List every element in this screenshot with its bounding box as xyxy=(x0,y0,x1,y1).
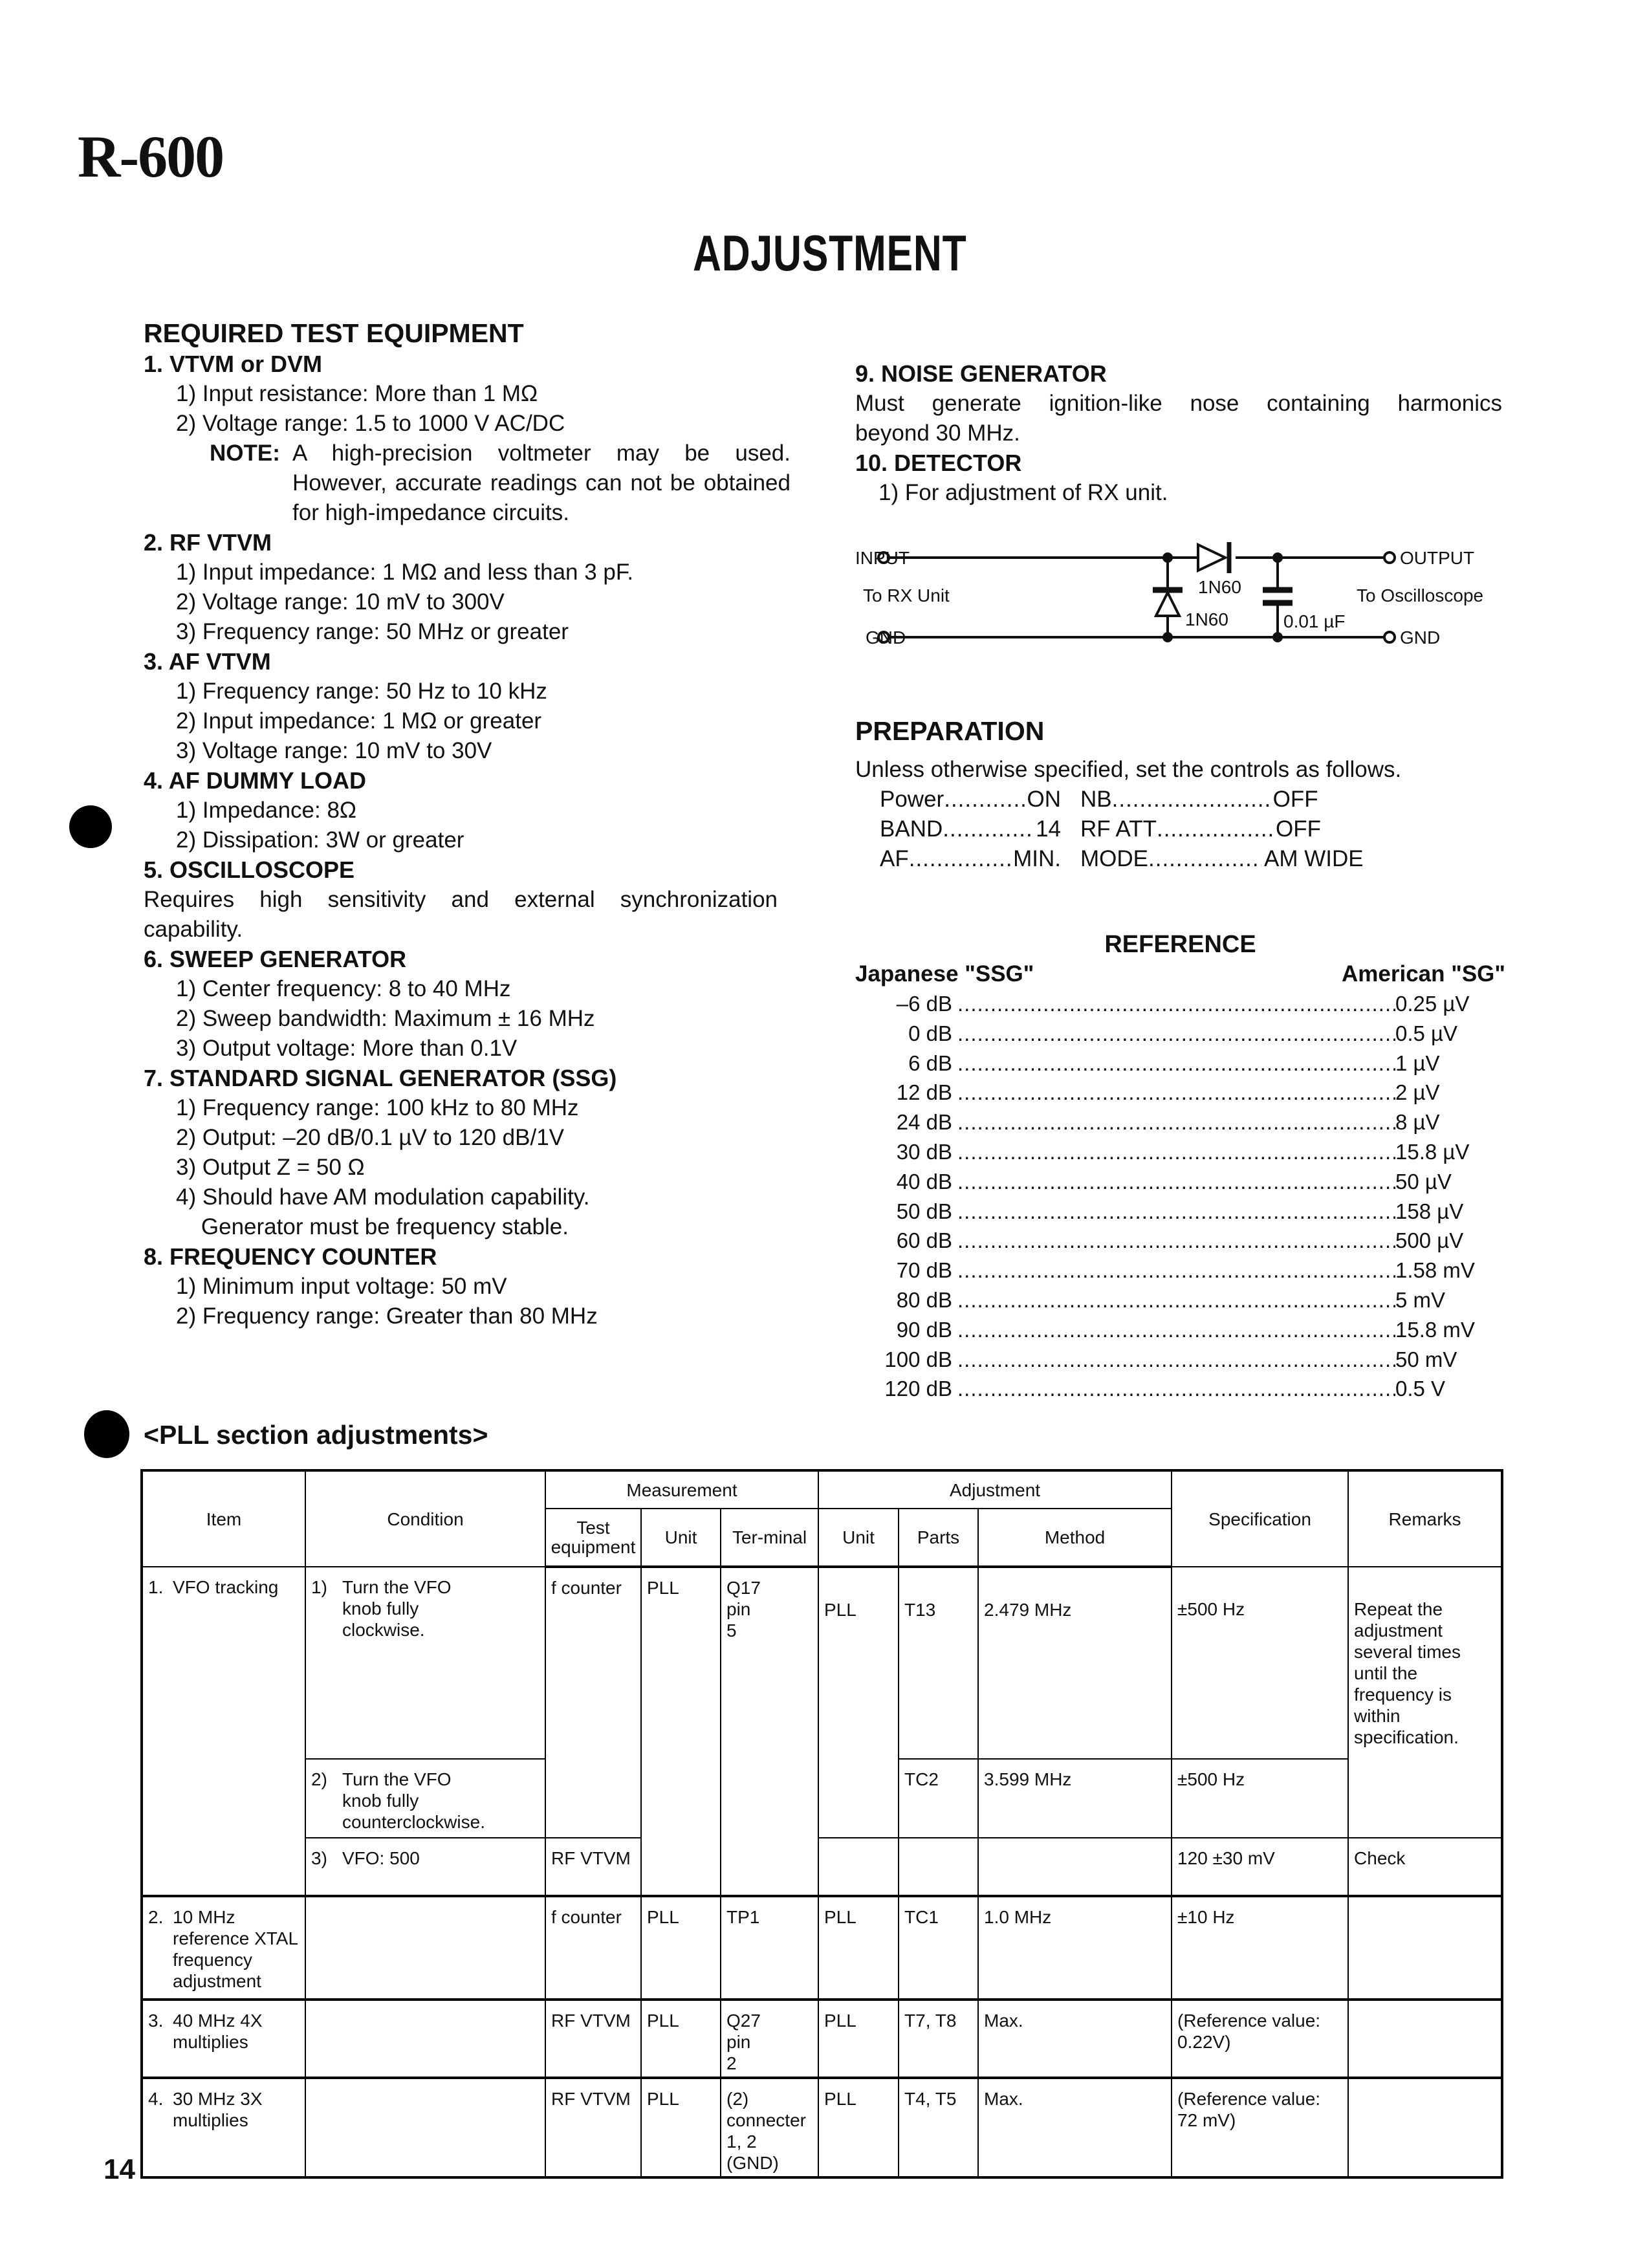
equipment-title: 9. NOISE GENERATOR xyxy=(855,360,1107,387)
header-adjustment-unit: Unit xyxy=(818,1509,899,1567)
spec-line: 3) Output Z = 50 Ω xyxy=(176,1155,365,1180)
reference-american-value: 0.5 µV xyxy=(1395,1021,1458,1045)
spec-line: 1) Minimum input voltage: 50 mV xyxy=(176,1274,507,1299)
cell-measurement-unit: PLL xyxy=(641,2000,721,2078)
control-setting: MODE ..... AM WIDE xyxy=(1080,844,1384,874)
detector-circuit-diagram xyxy=(855,530,1528,653)
cell-method: 2.479 MHz xyxy=(978,1567,1172,1759)
cell-specification: 120 ±30 mV xyxy=(1172,1838,1348,1896)
leader-dots xyxy=(952,1315,1395,1345)
spec-line: 3) Output voltage: More than 0.1V xyxy=(176,1036,518,1061)
leader-dots xyxy=(952,1197,1395,1227)
leader-dots xyxy=(952,1137,1395,1167)
pll-section-title: <PLL section adjustments> xyxy=(144,1420,488,1450)
reference-heading: REFERENCE xyxy=(1104,931,1256,958)
header-condition: Condition xyxy=(305,1470,545,1567)
cell-parts: TC2 xyxy=(899,1759,978,1838)
cell-parts: TC1 xyxy=(899,1896,978,2000)
circuit-label-to-rx: To RX Unit xyxy=(863,585,950,605)
equipment-af-vtvm xyxy=(144,647,803,766)
reference-american-value: 2 µV xyxy=(1395,1080,1440,1105)
cell-measurement-unit: PLL xyxy=(641,2078,721,2177)
reference-american-value: 50 mV xyxy=(1395,1347,1457,1371)
circuit-label-shunt-diode: 1N60 xyxy=(1185,609,1228,629)
equipment-title: 8. FREQUENCY COUNTER xyxy=(144,1243,437,1270)
control-setting: AF ..... MIN. xyxy=(880,844,1061,874)
cell-test-equipment: f counter xyxy=(545,1896,641,2000)
header-adjustment: Adjustment xyxy=(818,1470,1172,1509)
table-row xyxy=(142,1838,1502,1896)
reference-american-value: 50 µV xyxy=(1395,1169,1452,1194)
leader-dots xyxy=(952,1167,1395,1197)
cell-test-equipment: RF VTVM xyxy=(545,2000,641,2078)
spec-line: 1) Input impedance: 1 MΩ and less than 3 pF. xyxy=(176,560,634,585)
cell-method: Max. xyxy=(978,2000,1172,2078)
cell-item: 2. 10 MHz reference XTAL frequency adjustment xyxy=(142,1896,305,2000)
circuit-label-series-diode: 1N60 xyxy=(1198,577,1241,597)
page-number: 14 xyxy=(104,2154,135,2185)
leader-dots xyxy=(952,1374,1395,1404)
page-title: ADJUSTMENT xyxy=(693,224,967,281)
cell-condition xyxy=(305,2078,545,2177)
circuit-label-gnd-right: GND xyxy=(1400,627,1441,648)
reference-row xyxy=(855,989,1505,1019)
cell-test-equipment: f counter xyxy=(545,1567,641,1838)
cell-test-equipment: RF VTVM xyxy=(545,1838,641,1896)
cell-remarks: Check xyxy=(1348,1838,1502,1896)
equipment-vtvm-dvm xyxy=(144,349,803,528)
cell-parts xyxy=(899,1838,978,1896)
cell-item: 3. 40 MHz 4X multiplies xyxy=(142,2000,305,2078)
spec-line: 1) Center frequency: 8 to 40 MHz xyxy=(176,976,511,1001)
reference-row xyxy=(855,1078,1505,1107)
reference-japanese-value: 70 dB xyxy=(896,1258,952,1283)
table-row xyxy=(142,1896,1502,2000)
reference-japanese-value: 40 dB xyxy=(896,1169,952,1194)
right-column xyxy=(855,359,1509,508)
spec-line: 1) Impedance: 8Ω xyxy=(176,798,357,823)
equipment-ssg xyxy=(144,1063,803,1242)
equipment-description: Must generate ignition-like nose containing harmonics xyxy=(855,391,1502,416)
spec-line: 3) Frequency range: 50 MHz or greater xyxy=(176,619,569,644)
reference-row xyxy=(855,1345,1505,1375)
cell-parts: T7, T8 xyxy=(899,2000,978,2078)
cell-method: 3.599 MHz xyxy=(978,1759,1172,1838)
reference-japanese-value: –6 dB xyxy=(896,992,952,1016)
control-setting: RF ATT ..... OFF xyxy=(1080,814,1384,844)
reference-japanese-value: 120 dB xyxy=(884,1377,952,1401)
reference-japanese-value: 0 dB xyxy=(908,1021,952,1045)
reference-section xyxy=(855,930,1505,1404)
cell-specification: ±500 Hz xyxy=(1172,1567,1348,1759)
cell-terminal: TP1 xyxy=(721,1896,818,2000)
cell-measurement-unit: PLL xyxy=(641,1567,721,1896)
cell-condition xyxy=(305,2000,545,2078)
table-row xyxy=(142,2000,1502,2078)
leader-dots xyxy=(952,1107,1395,1137)
header-remarks: Remarks xyxy=(1348,1470,1502,1567)
reference-japanese-value: 80 dB xyxy=(896,1287,952,1312)
reference-american-value: 5 mV xyxy=(1395,1287,1446,1312)
equipment-title: 3. AF VTVM xyxy=(144,648,271,675)
reference-american-value: 1.58 mV xyxy=(1395,1258,1475,1283)
spec-line: 2) Voltage range: 10 mV to 300V xyxy=(176,589,505,615)
diode-shunt-icon xyxy=(1153,590,1183,616)
header-measurement-unit: Unit xyxy=(641,1509,721,1567)
reference-japanese-value: 30 dB xyxy=(896,1139,952,1164)
binder-hole-icon xyxy=(69,805,112,848)
cell-remarks: Repeat the adjustment several times until the frequency is within specification. xyxy=(1348,1567,1502,1838)
equipment-title: 5. OSCILLOSCOPE xyxy=(144,856,355,883)
equipment-title: 2. RF VTVM xyxy=(144,529,272,556)
note-text: A high-precision voltmeter may be used. However, accurate readings can not be obtained for high-impedance circuits. xyxy=(292,441,791,525)
leader-dots xyxy=(952,1285,1395,1315)
reference-american-value: 8 µV xyxy=(1395,1110,1440,1135)
preparation-intro: Unless otherwise specified, set the controls as follows. xyxy=(855,757,1402,782)
cell-condition: 2) Turn the VFO knob fully counterclockwise. xyxy=(305,1759,545,1838)
equipment-title: 10. DETECTOR xyxy=(855,450,1022,476)
control-setting: BAND ..... 14 xyxy=(880,814,1061,844)
cell-adjustment-unit: PLL xyxy=(818,1896,899,2000)
reference-japanese-value: 24 dB xyxy=(896,1110,952,1135)
preparation-section xyxy=(855,715,1528,874)
cell-specification: ±500 Hz xyxy=(1172,1759,1348,1838)
equipment-noise-generator xyxy=(855,359,1509,448)
control-setting: Power ..... ON xyxy=(880,785,1061,814)
spec-line: 2) Input impedance: 1 MΩ or greater xyxy=(176,708,542,734)
cell-condition: 1) Turn the VFO knob fully clockwise. xyxy=(305,1567,545,1759)
reference-american-value: 158 µV xyxy=(1395,1199,1464,1223)
spec-line: 2) Frequency range: Greater than 80 MHz xyxy=(176,1303,598,1329)
leader-dots xyxy=(952,1256,1395,1285)
equipment-description: Requires high sensitivity and external synchronization capability. xyxy=(144,887,778,942)
cell-terminal: Q17 pin 5 xyxy=(721,1567,818,1896)
reference-japanese-value: 50 dB xyxy=(896,1199,952,1223)
header-parts: Parts xyxy=(899,1509,978,1567)
cell-item: 4. 30 MHz 3X multiplies xyxy=(142,2078,305,2177)
reference-row xyxy=(855,1374,1505,1404)
reference-japanese-value: 6 dB xyxy=(908,1051,952,1075)
equipment-title: 4. AF DUMMY LOAD xyxy=(144,767,367,794)
spec-line: 1) Frequency range: 100 kHz to 80 MHz xyxy=(176,1095,579,1120)
reference-american-value: 15.8 mV xyxy=(1395,1317,1475,1342)
cell-adjustment-unit: PLL xyxy=(818,2000,899,2078)
table-row xyxy=(142,1567,1502,1759)
reference-row xyxy=(855,1315,1505,1345)
cell-method: Max. xyxy=(978,2078,1172,2177)
diode-series-icon xyxy=(1198,542,1229,573)
cell-parts: T13 xyxy=(899,1567,978,1759)
binder-hole-icon xyxy=(84,1410,129,1458)
header-item: Item xyxy=(142,1470,305,1567)
circuit-label-to-oscilloscope: To Oscilloscope xyxy=(1357,585,1484,605)
circuit-label-input: INPUT xyxy=(855,548,910,568)
cell-measurement-unit: PLL xyxy=(641,1896,721,2000)
reference-american-value: 0.25 µV xyxy=(1395,992,1470,1016)
reference-col-japanese: Japanese "SSG" xyxy=(855,961,1034,987)
reference-japanese-value: 60 dB xyxy=(896,1228,952,1253)
reference-american-value: 0.5 V xyxy=(1395,1377,1446,1401)
equipment-af-dummy-load xyxy=(144,766,803,855)
cell-condition: 3) VFO: 500 xyxy=(305,1838,545,1896)
reference-row xyxy=(855,1019,1505,1049)
cell-terminal: Q27 pin 2 xyxy=(721,2000,818,2078)
equipment-frequency-counter xyxy=(144,1242,803,1331)
spec-line: 1) Frequency range: 50 Hz to 10 kHz xyxy=(176,679,547,704)
spec-line: 2) Dissipation: 3W or greater xyxy=(176,827,464,853)
header-method: Method xyxy=(978,1509,1172,1567)
reference-row xyxy=(855,1226,1505,1256)
cell-item: 1. VFO tracking xyxy=(142,1567,305,1896)
leader-dots xyxy=(952,1078,1395,1107)
spec-line: 2) Output: –20 dB/0.1 µV to 120 dB/1V xyxy=(176,1125,565,1150)
reference-row xyxy=(855,1107,1505,1137)
circuit-label-gnd-left: GND xyxy=(866,627,906,648)
reference-row xyxy=(855,1049,1505,1078)
leader-dots xyxy=(952,989,1395,1019)
cell-adjustment-unit: PLL xyxy=(818,2078,899,2177)
cell-test-equipment: RF VTVM xyxy=(545,2078,641,2177)
cell-specification: (Reference value: 0.22V) xyxy=(1172,2000,1348,2078)
equipment-description: beyond 30 MHz. xyxy=(855,420,1020,446)
cell-method: 1.0 MHz xyxy=(978,1896,1172,2000)
header-measurement: Measurement xyxy=(545,1470,818,1509)
reference-american-value: 1 µV xyxy=(1395,1051,1440,1075)
cell-parts: T4, T5 xyxy=(899,2078,978,2177)
cell-adjustment-unit: PLL xyxy=(818,1567,899,1838)
spec-line: 2) Voltage range: 1.5 to 1000 V AC/DC xyxy=(176,411,565,436)
cell-adjustment-unit xyxy=(818,1838,899,1896)
leader-dots xyxy=(952,1345,1395,1375)
cell-terminal: (2) connecter 1, 2 (GND) xyxy=(721,2078,818,2177)
cell-remarks xyxy=(1348,2000,1502,2078)
reference-row xyxy=(855,1167,1505,1197)
reference-col-american: American "SG" xyxy=(1342,961,1505,987)
spec-line: 1) Input resistance: More than 1 MΩ xyxy=(176,381,538,406)
capacitor-icon xyxy=(1263,590,1293,603)
reference-japanese-value: 12 dB xyxy=(896,1080,952,1105)
control-setting: NB ..... OFF xyxy=(1080,785,1384,814)
reference-row xyxy=(855,1137,1505,1167)
reference-row xyxy=(855,1256,1505,1285)
reference-japanese-value: 100 dB xyxy=(884,1347,952,1371)
spec-line: 2) Sweep bandwidth: Maximum ± 16 MHz xyxy=(176,1006,595,1031)
equipment-title: 1. VTVM or DVM xyxy=(144,351,323,377)
spec-line: 4) Should have AM modulation capability. xyxy=(176,1184,590,1210)
section-heading: REQUIRED TEST EQUIPMENT xyxy=(144,318,524,348)
header-specification: Specification xyxy=(1172,1470,1348,1567)
equipment-title: 6. SWEEP GENERATOR xyxy=(144,946,407,972)
model-number: R-600 xyxy=(78,124,224,190)
required-test-equipment xyxy=(144,317,803,1331)
reference-japanese-value: 90 dB xyxy=(896,1317,952,1342)
leader-dots xyxy=(952,1226,1395,1256)
note xyxy=(144,439,803,528)
cell-specification: (Reference value: 72 mV) xyxy=(1172,2078,1348,2177)
reference-column-headers xyxy=(855,959,1505,989)
spec-line: Generator must be frequency stable. xyxy=(176,1214,569,1239)
cell-remarks xyxy=(1348,2078,1502,2177)
note-label: NOTE: xyxy=(210,441,280,466)
equipment-title: 7. STANDARD SIGNAL GENERATOR (SSG) xyxy=(144,1065,617,1091)
reference-rows xyxy=(855,989,1505,1404)
equipment-sweep-generator xyxy=(144,944,803,1063)
table-row xyxy=(142,2078,1502,2177)
header-terminal: Ter-minal xyxy=(721,1509,818,1567)
spec-line: 1) For adjustment of RX unit. xyxy=(878,480,1168,505)
reference-row xyxy=(855,1197,1505,1227)
cell-condition xyxy=(305,1896,545,2000)
spec-line: 3) Voltage range: 10 mV to 30V xyxy=(176,738,492,763)
cell-specification: ±10 Hz xyxy=(1172,1896,1348,2000)
equipment-oscilloscope xyxy=(144,855,803,944)
pll-adjustment-table xyxy=(140,1469,1503,2179)
cell-remarks xyxy=(1348,1896,1502,2000)
circuit-label-capacitor: 0.01 µF xyxy=(1283,611,1346,631)
reference-american-value: 15.8 µV xyxy=(1395,1139,1470,1164)
circuit-label-output: OUTPUT xyxy=(1400,548,1475,568)
header-test-equipment: Test equipment xyxy=(545,1509,641,1567)
preparation-controls xyxy=(855,785,1528,874)
equipment-rf-vtvm xyxy=(144,528,803,647)
reference-row xyxy=(855,1285,1505,1315)
leader-dots xyxy=(952,1049,1395,1078)
reference-american-value: 500 µV xyxy=(1395,1228,1464,1253)
equipment-detector xyxy=(855,448,1509,508)
section-heading: PREPARATION xyxy=(855,716,1045,746)
leader-dots xyxy=(952,1019,1395,1049)
cell-method xyxy=(978,1838,1172,1896)
